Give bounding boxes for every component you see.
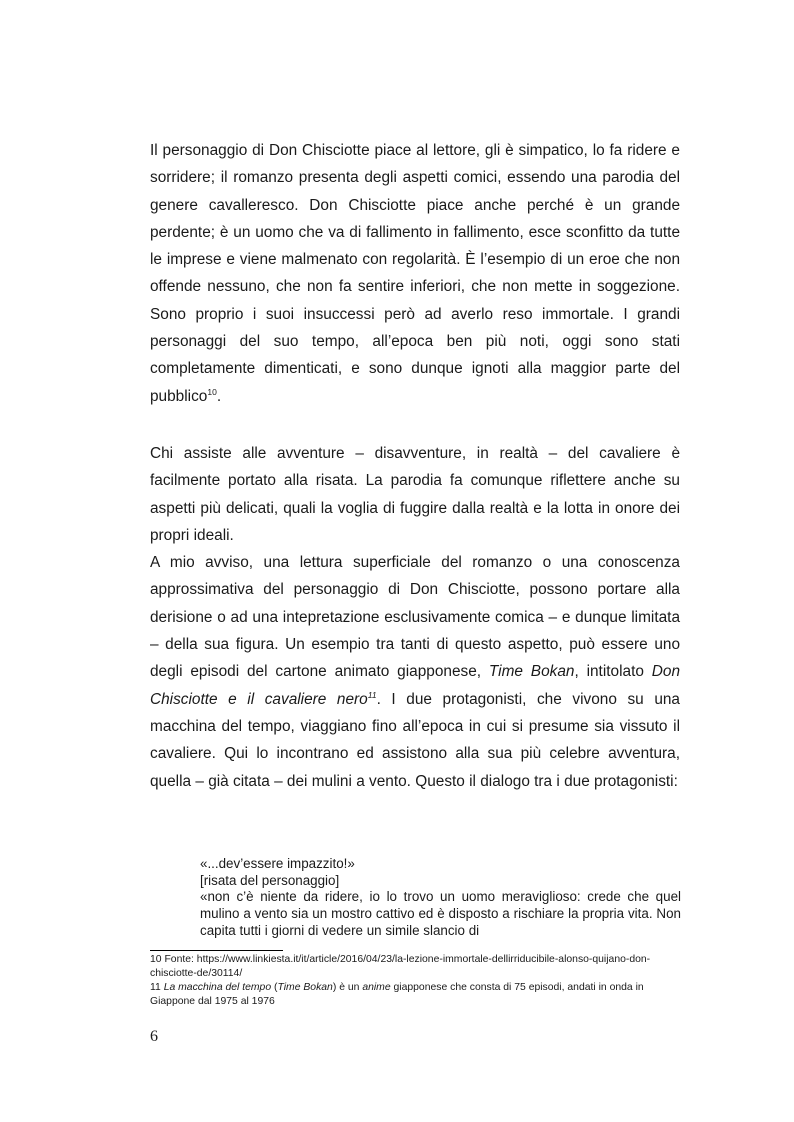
quote-line-2: [risata del personaggio] [200, 872, 340, 888]
page-number: 6 [150, 1028, 158, 1045]
footnote-ref-11[interactable]: 11 [367, 689, 377, 700]
footnotes [150, 953, 686, 1009]
body-paragraph-2: Chi assiste alle avventure – disavventure, in realtà – del cavaliere è facilmente portato alla risata. La parodia fa comunque riflettere anche su aspetti più delicati, quali la voglia di fuggire dalla realtà e la lotta in onore dei propri ideali. [150, 445, 680, 544]
block-quote [200, 856, 681, 940]
body-paragraphs-2-3 [150, 440, 680, 795]
footnote-ref-10[interactable]: 10 [207, 386, 217, 397]
episode-title: Don Chisciotte e il cavaliere nero [150, 663, 680, 708]
series-title: Time Bokan [488, 663, 575, 681]
footnote-10: 10 Fonte: https://www.linkiesta.it/it/article/2016/04/23/la-lezione-immortale-dellirriducibile-alonso-quijano-don-chisciotte-de/30114/ [150, 954, 651, 979]
paragraph-1-text: Il personaggio di Don Chisciotte piace al lettore, gli è simpatico, lo fa ridere e sorridere; il romanzo presenta degli aspetti comici, essendo una parodia del genere cavalleresco. Don Chisciotte piace anche perché è un grande perdente; è un uomo che va di fallimento in fallimento, esce sconfitto da tutte le imprese e viene malmenato con regolarità. È l’esempio di un eroe che non offende nessuno, che non fa sentire inferiori, che non mette in soggezione. Sono proprio i suoi insuccessi però ad averlo reso immortale. I grandi personaggi del suo tempo, all’epoca ben più noti, oggi sono stati completamente dimenticati, e sono dunque ignoti alla maggior parte del pubblico [150, 142, 680, 405]
quote-line-1: «...dev’essere impazzito!» [200, 856, 355, 871]
footnote-separator [150, 950, 283, 951]
body-paragraph-3: A mio avviso, una lettura superficiale del romanzo o una conoscenza approssimativa del personaggio di Don Chisciotte, possono portare alla derisione o ad una intepretazione esclusivamente comica – e dunque limitata – della sua figura. Un esempio tra tanti di questo aspetto, può essere uno degli episodi del cartone animato giapponese, Time Bokan, intitolato Don Chisciotte e il cavaliere nero$^{11}$. I due protagonisti, che vivono su una macchina del tempo, viaggiano fino all’epoca in cui si presume sia vissuto il cavaliere. Qui lo incontrano ed assistono alla sua più celebre avventura, quella – già citata – dei mulini a vento. Questo il dialogo tra i due protagonisti: [150, 554, 680, 790]
paragraph-1-end: . [216, 387, 222, 405]
body-paragraph-1 [150, 137, 680, 410]
quote-line-3: «non c’è niente da ridere, io lo trovo un uomo meraviglioso: crede che quel mulino a vento sia un mostro cattivo ed è disposto a rischiare la propria vita. Non capita tutti i giorni di vedere un simile slancio di [200, 889, 681, 938]
footnote-11: 11 La macchina del tempo (Time Bokan) è un anime giapponese che consta di 75 episodi, andati in onda in Giappone dal 1975 al 1976 [150, 982, 644, 1007]
